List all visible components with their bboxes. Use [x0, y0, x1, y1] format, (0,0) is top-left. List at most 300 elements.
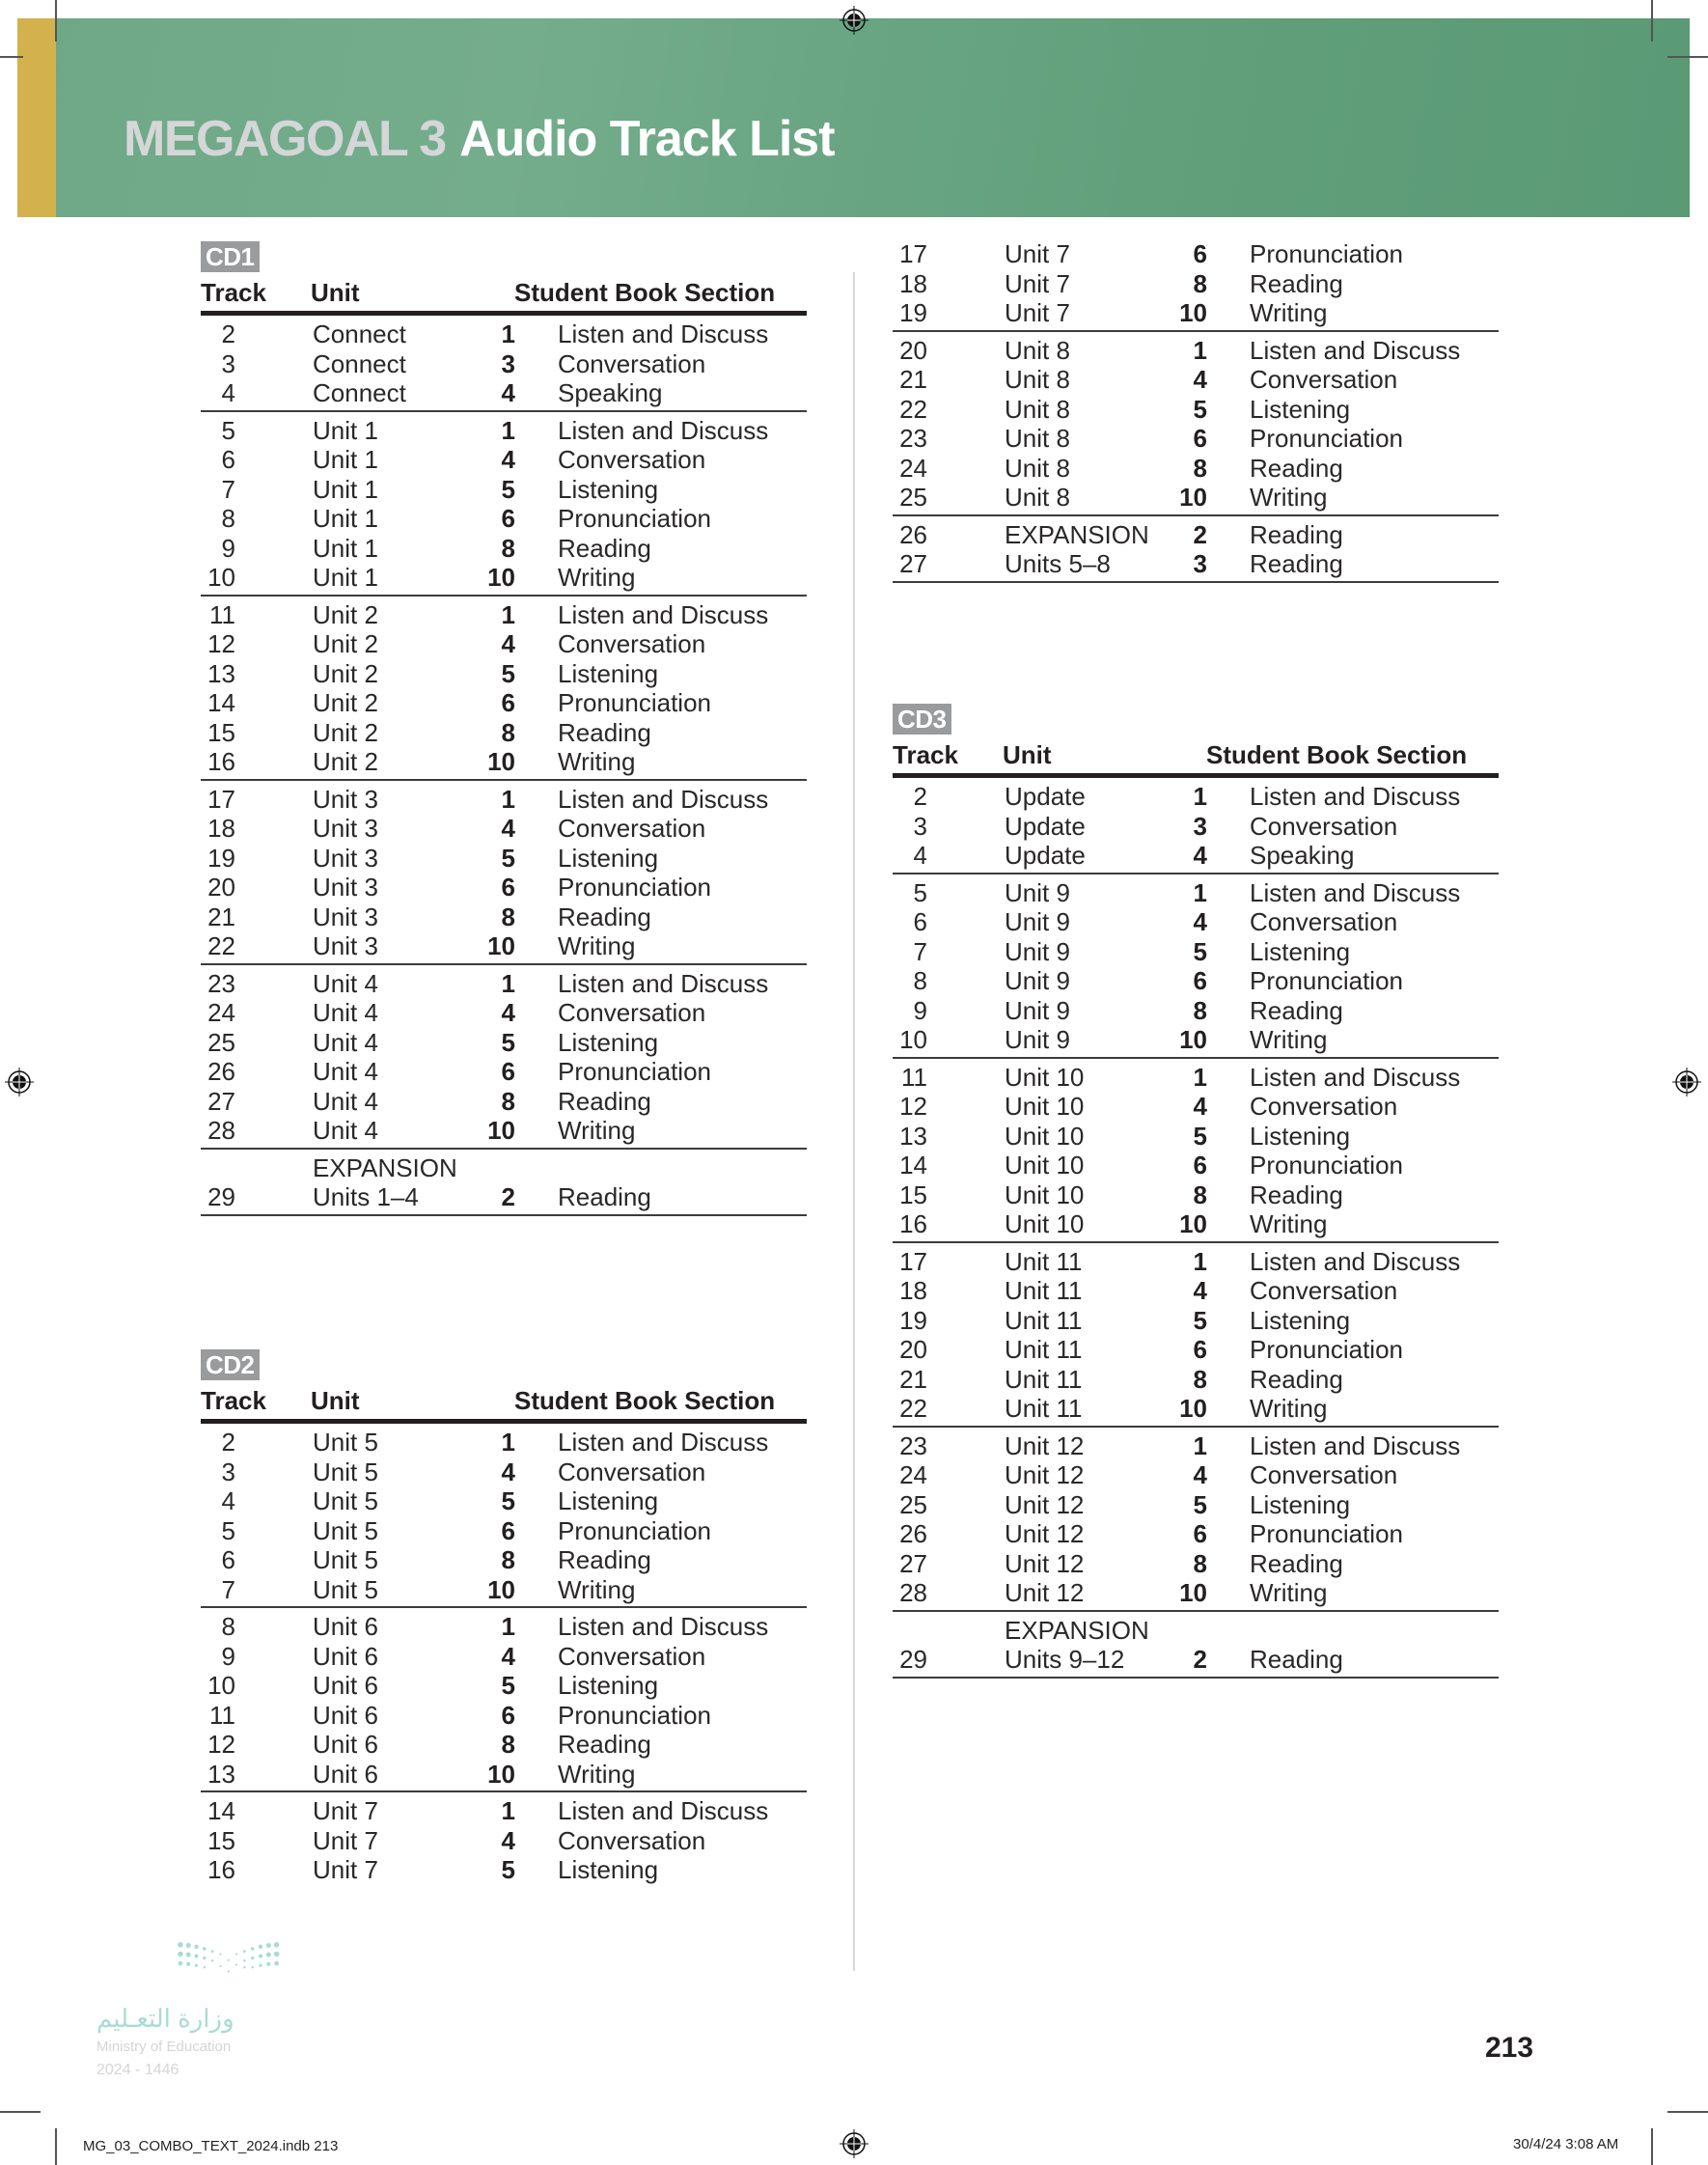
section-number: 1: [501, 1612, 515, 1641]
section-header: Student Book Section: [514, 1386, 776, 1415]
section-name: Writing: [558, 931, 636, 960]
track-number: 10: [207, 1671, 235, 1700]
section-number: 6: [501, 1515, 515, 1545]
unit-name: Units 1–4: [313, 1182, 419, 1211]
section-name: Pronunciation: [1250, 239, 1403, 268]
unit-name: Unit 10: [1005, 1151, 1085, 1180]
track-number: 7: [913, 936, 927, 966]
section-name: Pronunciation: [1250, 1151, 1403, 1180]
section-name: Conversation: [1250, 1460, 1398, 1489]
section-name: Reading: [1250, 1645, 1343, 1674]
track-number: 5: [221, 415, 235, 445]
section-number: 8: [1193, 268, 1207, 298]
track-row: [201, 814, 807, 844]
track-number: 6: [221, 445, 235, 474]
section-number: 4: [501, 1641, 515, 1671]
section-name: Listening: [558, 658, 659, 688]
section-number: 8: [501, 717, 515, 747]
track-number: 23: [207, 968, 235, 998]
track-number: 21: [207, 902, 235, 931]
unit-name: Connect: [313, 378, 406, 407]
track-number: 11: [209, 599, 235, 629]
track-number: 29: [207, 1182, 235, 1211]
unit-name: Unit 10: [1005, 1062, 1085, 1092]
section-number: 4: [501, 629, 515, 658]
section-number: 4: [501, 814, 515, 843]
track-row: [201, 1855, 807, 1885]
section-number: 1: [501, 415, 515, 445]
track-row: [893, 1151, 1499, 1180]
section-name: Writing: [558, 1574, 636, 1604]
track-row: [893, 239, 1499, 269]
unit-name: Unit 2: [313, 599, 378, 629]
unit-name: Unit 9: [1005, 966, 1070, 995]
track-number: 5: [913, 877, 927, 907]
track-number: 10: [899, 1025, 927, 1054]
section-number: 6: [501, 873, 515, 902]
section-number: 6: [1193, 1335, 1207, 1364]
page-title: Audio Track List: [459, 111, 835, 167]
slug-filename: MG_03_COMBO_TEXT_2024.indb 213: [83, 2138, 339, 2154]
section-name: Listen and Discuss: [558, 319, 769, 348]
track-row: [201, 1730, 807, 1760]
crop-mark: [1667, 2111, 1708, 2113]
unit-name: Unit 2: [313, 629, 378, 658]
unit-name: Unit 7: [1005, 298, 1070, 327]
track-number: 16: [207, 1855, 235, 1884]
section-name: Listening: [1250, 1489, 1351, 1519]
track-row: [893, 336, 1499, 366]
track-row: [201, 600, 807, 630]
track-group: [893, 874, 1499, 1059]
section-name: Conversation: [558, 1457, 706, 1486]
track-number: 18: [899, 268, 927, 298]
section-number: 5: [501, 658, 515, 688]
track-row: [893, 937, 1499, 967]
section-name: Listening: [558, 843, 659, 873]
section-name: Writing: [1250, 483, 1328, 512]
track-number: 28: [899, 1578, 927, 1607]
registration-mark-icon: [840, 6, 868, 35]
track-number: 9: [221, 533, 235, 563]
unit-name: Unit 3: [313, 873, 378, 902]
track-row: [893, 1092, 1499, 1122]
cd2-table: [201, 1349, 807, 1887]
track-group: [201, 1792, 807, 1887]
track-row: [201, 785, 807, 815]
track-number: 4: [221, 378, 235, 407]
section-name: Listen and Discuss: [558, 1428, 769, 1457]
section-number: 8: [501, 902, 515, 931]
unit-name: Unit 6: [313, 1700, 378, 1730]
section-name: Listen and Discuss: [1250, 1246, 1461, 1276]
track-number: 8: [221, 504, 235, 533]
track-row: [893, 483, 1499, 513]
track-number: 16: [207, 747, 235, 776]
section-number: 8: [501, 1730, 515, 1759]
section-name: Reading: [1250, 995, 1343, 1025]
unit-name: Unit 6: [313, 1671, 378, 1700]
track-number: 7: [221, 1574, 235, 1604]
section-name: Reading: [558, 1545, 651, 1574]
track-row: [201, 445, 807, 475]
section-name: Listen and Discuss: [1250, 877, 1461, 907]
section-number: 10: [1179, 1209, 1207, 1238]
track-number: 10: [207, 563, 235, 592]
section-name: Pronunciation: [558, 1700, 711, 1730]
section-number: 4: [501, 998, 515, 1027]
track-number: 17: [207, 784, 235, 814]
track-row: [893, 269, 1499, 299]
track-row: [201, 1796, 807, 1826]
section-number: 5: [1193, 1305, 1207, 1335]
section-name: Listen and Discuss: [558, 784, 769, 814]
track-row: [201, 969, 807, 999]
track-number: 21: [899, 365, 927, 394]
track-row: [201, 504, 807, 534]
unit-name: Unit 1: [313, 533, 378, 563]
track-number: 12: [207, 1730, 235, 1759]
track-row: [893, 996, 1499, 1026]
unit-name: Unit 11: [1005, 1364, 1083, 1394]
track-row: [201, 629, 807, 659]
section-name: Conversation: [558, 814, 706, 843]
track-group: [893, 1059, 1499, 1243]
unit-name: Unit 8: [1005, 394, 1070, 424]
section-number: 5: [1193, 1489, 1207, 1519]
unit-name: Update: [1005, 811, 1086, 841]
track-row: [893, 1394, 1499, 1424]
section-name: Listening: [1250, 394, 1351, 424]
column-headers: [201, 1384, 807, 1419]
track-row: [201, 1428, 807, 1457]
section-name: Conversation: [558, 445, 706, 474]
track-number: 21: [899, 1364, 927, 1394]
section-number: 10: [1179, 1394, 1207, 1423]
track-number: 24: [207, 998, 235, 1027]
column-divider: [853, 272, 855, 1971]
section-number: 4: [501, 378, 515, 407]
track-number: 27: [899, 549, 927, 578]
unit-name: Unit 9: [1005, 877, 1070, 907]
section-number: 5: [1193, 936, 1207, 966]
track-row: [893, 1276, 1499, 1306]
track-group: [201, 965, 807, 1150]
track-number: 13: [207, 1759, 235, 1789]
section-name: Writing: [1250, 1025, 1328, 1054]
section-number: 5: [501, 1486, 515, 1515]
track-number: 15: [207, 1825, 235, 1855]
section-number: 1: [1193, 1246, 1207, 1276]
section-name: Listen and Discuss: [1250, 1430, 1461, 1460]
section-number: 10: [1179, 483, 1207, 512]
section-name: Reading: [558, 533, 651, 563]
cd2-table-continued: [893, 239, 1499, 583]
track-row: [893, 424, 1499, 454]
track-row: [893, 841, 1499, 871]
section-name: Conversation: [1250, 811, 1398, 841]
section-name: Conversation: [558, 348, 706, 378]
unit-name: Unit 3: [313, 931, 378, 960]
registration-mark-icon: [1672, 1068, 1701, 1096]
track-number: 20: [207, 873, 235, 902]
track-group: [893, 1428, 1499, 1612]
track-row: [201, 1116, 807, 1146]
track-row: [201, 688, 807, 718]
registration-mark-icon: [840, 2129, 868, 2158]
section-name: Writing: [558, 1116, 636, 1145]
track-number: 19: [207, 843, 235, 873]
crop-mark: [1667, 56, 1708, 58]
track-row: [893, 782, 1499, 812]
unit-name: Unit 3: [313, 902, 378, 931]
track-row: [201, 319, 807, 349]
track-number: 3: [913, 811, 927, 841]
track-number: 25: [899, 1489, 927, 1519]
track-number: 14: [899, 1151, 927, 1180]
unit-header: Unit: [311, 1386, 360, 1415]
track-row: [201, 1826, 807, 1856]
unit-name: Unit 9: [1005, 1025, 1070, 1054]
track-row: [893, 1247, 1499, 1277]
section-name: Conversation: [558, 998, 706, 1027]
track-number: 12: [207, 629, 235, 658]
section-name: Reading: [1250, 519, 1343, 549]
track-row: [893, 1549, 1499, 1579]
section-number: 1: [501, 319, 515, 348]
section-number: 5: [501, 1027, 515, 1057]
track-number: 19: [899, 298, 927, 327]
section-name: Reading: [1250, 549, 1343, 578]
section-number: 8: [1193, 453, 1207, 483]
cd-badge: CD3: [893, 704, 951, 735]
track-row: [201, 1057, 807, 1087]
section-name: Conversation: [558, 1825, 706, 1855]
section-name: Pronunciation: [1250, 1519, 1403, 1548]
track-number: 16: [899, 1209, 927, 1238]
section-name: Conversation: [558, 1641, 706, 1671]
section-number: 1: [1193, 1062, 1207, 1092]
cd-badge: CD1: [201, 241, 260, 272]
track-number: 11: [901, 1062, 927, 1092]
section-number: 1: [501, 1428, 515, 1457]
unit-name: EXPANSION: [313, 1152, 457, 1182]
section-name: Listen and Discuss: [558, 1796, 769, 1825]
unit-name: Update: [1005, 841, 1086, 870]
section-name: Reading: [1250, 268, 1343, 298]
track-row: [201, 902, 807, 932]
section-name: Conversation: [558, 629, 706, 658]
track-number: 23: [899, 1430, 927, 1460]
track-number: 18: [207, 814, 235, 843]
track-group: [201, 781, 807, 965]
section-number: 2: [1193, 1645, 1207, 1674]
track-row: [201, 1575, 807, 1605]
section-name: Listen and Discuss: [1250, 782, 1461, 811]
track-row: [893, 1209, 1499, 1239]
section-number: 6: [501, 688, 515, 717]
track-row: [893, 1616, 1499, 1646]
track-group: [201, 1424, 807, 1608]
ministry-logo-icon: [174, 1930, 347, 1988]
unit-name: Unit 3: [313, 784, 378, 814]
section-number: 6: [1193, 1519, 1207, 1548]
unit-name: Units 9–12: [1005, 1645, 1125, 1674]
section-name: Pronunciation: [558, 688, 711, 717]
track-row: [893, 1180, 1499, 1210]
track-row: [893, 907, 1499, 937]
unit-name: Unit 2: [313, 658, 378, 688]
section-number: 4: [501, 445, 515, 474]
track-row: [201, 1760, 807, 1790]
unit-name: Unit 4: [313, 1116, 378, 1145]
track-number: 13: [207, 658, 235, 688]
track-row: [893, 1519, 1499, 1549]
track-number: 4: [913, 841, 927, 870]
section-number: 1: [1193, 335, 1207, 365]
track-number: 27: [207, 1086, 235, 1116]
section-name: Pronunciation: [558, 1057, 711, 1086]
track-number: 4: [221, 1486, 235, 1515]
section-number: 6: [1193, 239, 1207, 268]
section-number: 1: [501, 1796, 515, 1825]
section-number: 10: [1179, 1578, 1207, 1607]
track-row: [893, 1306, 1499, 1336]
section-name: Conversation: [1250, 1276, 1398, 1305]
track-number: 5: [221, 1515, 235, 1545]
column-headers: [201, 276, 807, 311]
unit-name: Unit 6: [313, 1612, 378, 1641]
section-number: 10: [487, 747, 515, 776]
unit-name: Unit 10: [1005, 1209, 1085, 1238]
section-number: 6: [501, 1057, 515, 1086]
section-name: Writing: [1250, 1209, 1328, 1238]
section-name: Speaking: [558, 378, 663, 407]
unit-name: Unit 6: [313, 1730, 378, 1759]
section-number: 6: [501, 504, 515, 533]
track-row: [893, 1431, 1499, 1461]
unit-name: Unit 11: [1005, 1276, 1083, 1305]
section-number: 4: [1193, 1276, 1207, 1305]
unit-name: Unit 5: [313, 1574, 378, 1604]
unit-name: Unit 3: [313, 814, 378, 843]
track-number: 17: [899, 1246, 927, 1276]
track-row: [893, 878, 1499, 908]
cd1-table: [201, 241, 807, 1216]
registration-mark-icon: [5, 1068, 34, 1096]
unit-name: Unit 8: [1005, 424, 1070, 453]
track-row: [893, 1645, 1499, 1675]
unit-header: Unit: [311, 278, 360, 307]
track-row: [893, 520, 1499, 550]
unit-name: Unit 12: [1005, 1548, 1085, 1578]
track-row: [201, 998, 807, 1028]
crop-mark: [1651, 0, 1653, 42]
track-row: [201, 1516, 807, 1546]
track-row: [201, 1612, 807, 1642]
track-number: 25: [207, 1027, 235, 1057]
section-name: Listen and Discuss: [558, 968, 769, 998]
ministry-name-english: Ministry of Education: [96, 2039, 232, 2055]
section-number: 5: [1193, 394, 1207, 424]
section-name: Writing: [1250, 1394, 1328, 1423]
section-number: 8: [1193, 1364, 1207, 1394]
section-number: 2: [1193, 519, 1207, 549]
unit-header: Unit: [1003, 740, 1052, 769]
section-number: 5: [501, 843, 515, 873]
unit-name: Unit 4: [313, 1086, 378, 1116]
unit-name: Unit 4: [313, 998, 378, 1027]
ministry-year: 2024 - 1446: [96, 2062, 179, 2078]
section-name: Pronunciation: [1250, 1335, 1403, 1364]
track-number: 28: [207, 1116, 235, 1145]
section-number: 4: [1193, 1092, 1207, 1121]
track-group: [201, 412, 807, 597]
track-group: [893, 1612, 1499, 1679]
section-name: Reading: [1250, 1548, 1343, 1578]
section-number: 8: [501, 533, 515, 563]
track-row: [893, 1365, 1499, 1395]
track-number: 15: [207, 717, 235, 747]
track-row: [893, 1490, 1499, 1520]
unit-name: Unit 11: [1005, 1394, 1083, 1423]
accent-bar: [17, 18, 56, 217]
section-number: 4: [1193, 365, 1207, 394]
unit-name: Unit 8: [1005, 453, 1070, 483]
section-number: 8: [501, 1545, 515, 1574]
unit-name: Unit 5: [313, 1545, 378, 1574]
section-name: Conversation: [1250, 365, 1398, 394]
track-row: [893, 1460, 1499, 1490]
unit-name: Unit 12: [1005, 1578, 1085, 1607]
track-row: [893, 454, 1499, 484]
unit-name: Unit 1: [313, 504, 378, 533]
section-number: 6: [1193, 424, 1207, 453]
unit-name: Units 5–8: [1005, 549, 1111, 578]
track-row: [201, 1457, 807, 1487]
track-number: 14: [207, 688, 235, 717]
unit-name: Unit 4: [313, 1027, 378, 1057]
track-row: [201, 349, 807, 379]
track-group: [893, 778, 1499, 874]
track-row: [201, 1545, 807, 1575]
section-name: Writing: [1250, 298, 1328, 327]
section-number: 8: [501, 1086, 515, 1116]
unit-name: Unit 2: [313, 717, 378, 747]
unit-name: Unit 7: [1005, 268, 1070, 298]
section-number: 6: [1193, 1151, 1207, 1180]
section-number: 5: [501, 1855, 515, 1884]
unit-name: EXPANSION: [1005, 1615, 1149, 1645]
column-headers: [893, 738, 1499, 773]
section-name: Listening: [558, 1855, 659, 1884]
unit-name: Unit 8: [1005, 365, 1070, 394]
track-row: [201, 1671, 807, 1701]
track-header: Track: [201, 278, 266, 307]
track-number: 15: [899, 1180, 927, 1209]
track-number: 2: [913, 782, 927, 811]
track-number: 27: [899, 1548, 927, 1578]
section-number: 1: [1193, 782, 1207, 811]
section-name: Writing: [558, 1759, 636, 1789]
track-row: [201, 659, 807, 689]
track-number: 3: [221, 348, 235, 378]
section-number: 4: [501, 1825, 515, 1855]
unit-name: Unit 1: [313, 415, 378, 445]
section-name: Listen and Discuss: [558, 1612, 769, 1641]
track-number: 24: [899, 1460, 927, 1489]
track-number: 24: [899, 453, 927, 483]
